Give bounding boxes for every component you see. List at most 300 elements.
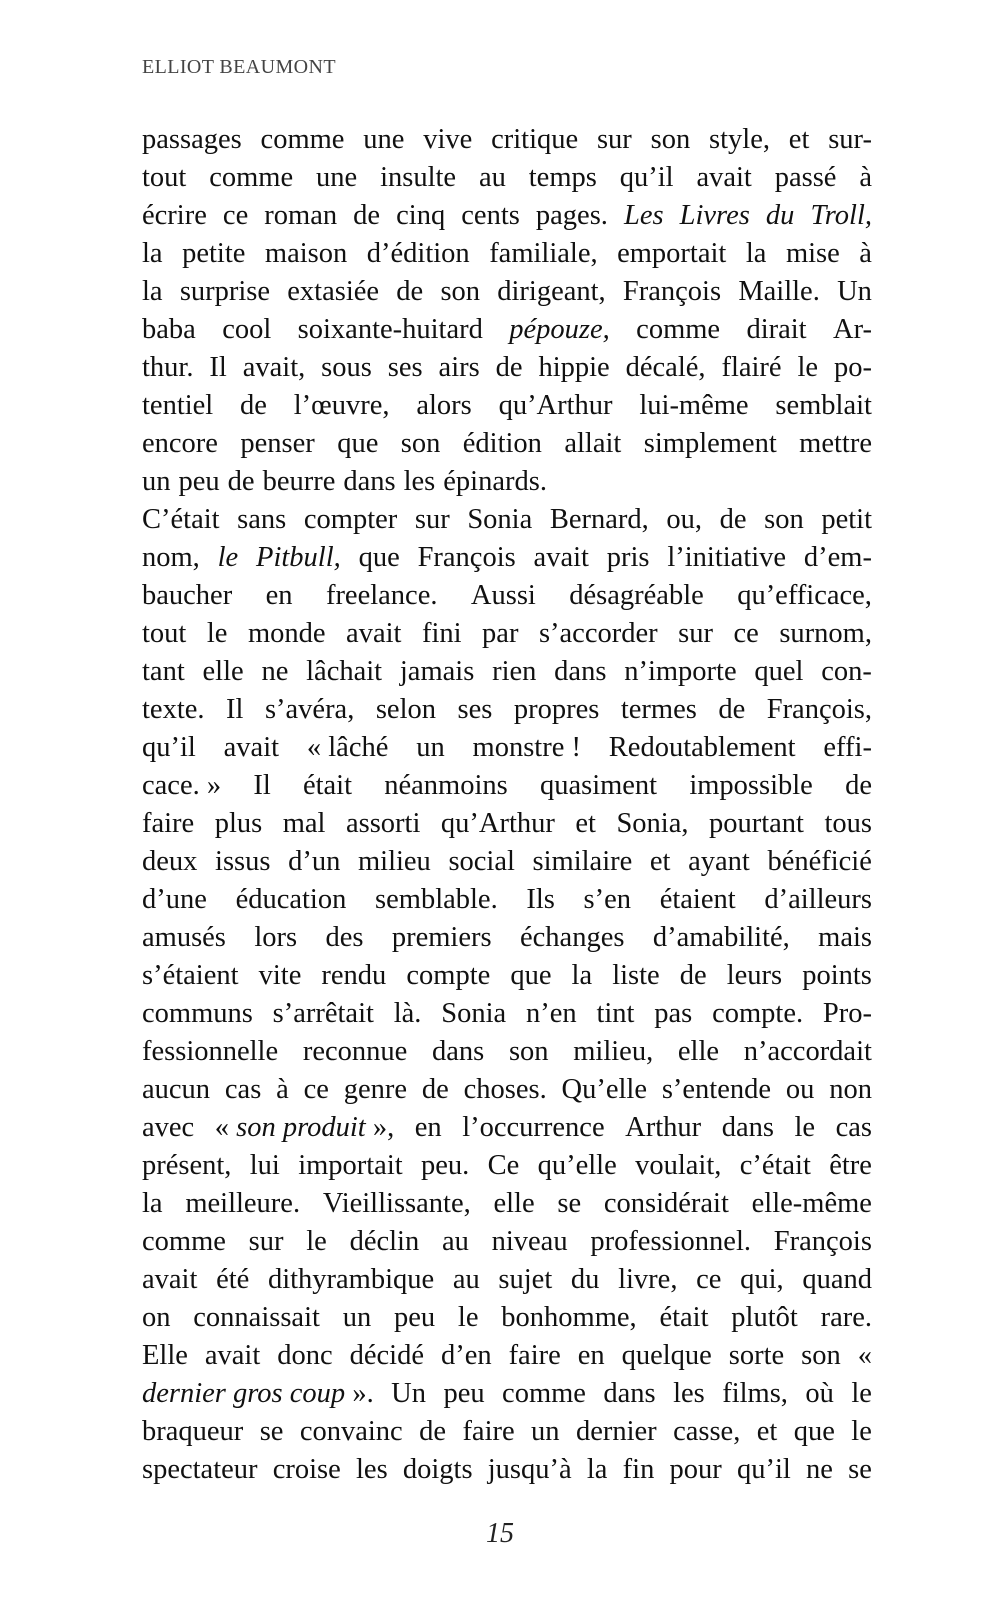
word: avait <box>346 618 402 649</box>
word: les <box>673 1378 705 1409</box>
word: C’était <box>142 504 220 535</box>
word: milieu <box>357 846 431 877</box>
word: roman <box>264 200 338 231</box>
word-group <box>818 919 872 957</box>
word: Sonia, <box>616 808 689 839</box>
word: s’entende <box>661 1074 772 1105</box>
word: ne <box>806 1454 833 1485</box>
word: monstre ! <box>472 732 581 763</box>
word: Ar- <box>833 314 872 345</box>
word-group <box>653 919 790 957</box>
word: connaissait <box>193 1302 320 1333</box>
word: étaient <box>659 884 736 915</box>
word: », <box>365 1112 395 1143</box>
word: que <box>510 960 552 991</box>
word: Il <box>226 694 244 725</box>
word: « lâché <box>306 732 389 763</box>
word-group <box>346 615 401 653</box>
word-group <box>488 1451 572 1489</box>
word-group <box>209 159 293 197</box>
word-group <box>767 843 871 881</box>
word-group <box>388 349 423 387</box>
word-group <box>180 273 270 311</box>
word: qu’elle <box>537 1150 617 1181</box>
word-group <box>223 197 248 235</box>
word-group <box>142 425 218 463</box>
word-group <box>573 1033 653 1071</box>
text-line <box>142 121 872 159</box>
word-group <box>404 463 436 501</box>
word-group <box>142 1147 231 1185</box>
word: passages <box>142 124 242 155</box>
word: de <box>845 770 872 801</box>
word-group <box>757 1413 778 1451</box>
word: rendu <box>321 960 387 991</box>
word: baucher <box>142 580 233 611</box>
word: leurs <box>726 960 783 991</box>
word: François <box>773 1226 872 1257</box>
word-group <box>288 843 340 881</box>
word-group <box>142 1033 278 1071</box>
word-group <box>575 805 596 843</box>
word-group <box>298 311 483 349</box>
word: le <box>306 1226 327 1257</box>
word: ce <box>696 1264 722 1295</box>
word-group <box>222 311 271 349</box>
word: lâchait <box>306 656 383 687</box>
word: emportait <box>617 238 727 269</box>
word: effi- <box>823 732 872 763</box>
word-group <box>774 1223 872 1261</box>
word-group <box>142 1337 188 1375</box>
word-group <box>261 121 345 159</box>
word: importait <box>298 1150 403 1181</box>
word: à <box>276 1074 289 1105</box>
word: un <box>342 1302 372 1333</box>
text-line <box>142 311 872 349</box>
word: le <box>457 1302 479 1333</box>
text-line <box>142 425 872 463</box>
word: Il <box>253 770 271 801</box>
word-group <box>215 843 270 881</box>
word-group <box>799 425 872 463</box>
word: une <box>316 162 358 193</box>
word: niveau <box>491 1226 568 1257</box>
word-group <box>391 1375 426 1413</box>
word: de <box>495 352 523 383</box>
word: ne <box>261 656 289 687</box>
text-line <box>142 1223 872 1261</box>
word: les <box>356 1454 388 1485</box>
word-group <box>621 691 697 729</box>
word-group <box>142 235 163 273</box>
italic-word: son produit <box>236 1112 366 1143</box>
word: sorte <box>728 1340 785 1371</box>
word-group <box>828 121 872 159</box>
word-group <box>550 501 649 539</box>
word-group <box>848 1451 872 1489</box>
word: Sonia <box>441 998 507 1029</box>
word: freelance. <box>325 580 438 611</box>
word-group <box>400 653 474 691</box>
word-group <box>367 235 470 273</box>
word-group <box>492 1223 568 1261</box>
word-group <box>680 957 707 995</box>
word-group <box>650 843 671 881</box>
italic-word: Les <box>623 200 664 231</box>
word-group <box>625 1109 701 1147</box>
word: lui-même <box>639 390 749 421</box>
word-group <box>823 995 872 1033</box>
word: croise <box>272 1454 341 1485</box>
word-group <box>667 539 786 577</box>
word-group <box>261 653 288 691</box>
word: on <box>142 1302 171 1333</box>
word-group <box>182 235 245 273</box>
word: son <box>801 1340 841 1371</box>
word-group <box>786 1071 815 1109</box>
word-group <box>265 691 354 729</box>
word: genre <box>343 1074 408 1105</box>
word-group <box>479 159 506 197</box>
word: Maille. <box>738 276 820 307</box>
word: et <box>575 808 596 839</box>
word: insulte <box>380 162 457 193</box>
word-group <box>461 197 520 235</box>
word: et <box>756 1416 778 1447</box>
word-group <box>529 159 597 197</box>
word-group <box>263 463 336 501</box>
word: avait, <box>242 352 306 383</box>
word: de <box>396 276 424 307</box>
word-group <box>802 1261 872 1299</box>
word: que <box>793 1416 835 1447</box>
word-group <box>833 311 872 349</box>
word-group <box>858 1337 872 1375</box>
word-group <box>403 1451 473 1489</box>
word-group <box>218 539 239 577</box>
word-group <box>142 463 171 501</box>
word: alors <box>416 390 472 421</box>
word-group <box>596 995 634 1033</box>
word-group <box>205 1337 260 1375</box>
word-group <box>337 425 378 463</box>
word: dirait <box>746 314 807 345</box>
word-group <box>326 577 438 615</box>
word-group <box>142 995 253 1033</box>
word-group <box>737 577 872 615</box>
word-group <box>423 121 472 159</box>
italic-word: Pitbull, <box>256 542 341 573</box>
word: dithyrambique <box>267 1264 435 1295</box>
word: peu <box>178 466 220 497</box>
word: Qu’elle <box>561 1074 647 1105</box>
word-group <box>266 577 293 615</box>
word: Il <box>209 352 227 383</box>
word: penser <box>240 428 315 459</box>
word: d’une <box>142 884 207 915</box>
word: amusés <box>142 922 226 953</box>
word: de <box>421 1074 449 1105</box>
word-group <box>829 1147 872 1185</box>
word: l’initiative <box>667 542 787 573</box>
word: avait <box>696 162 752 193</box>
text-line <box>142 1299 872 1337</box>
word-group <box>597 121 632 159</box>
word: vite <box>258 960 302 991</box>
word-group <box>734 615 759 653</box>
word-group <box>618 1261 677 1299</box>
word-group <box>488 1147 520 1185</box>
word-group <box>142 843 197 881</box>
word: cents <box>461 200 520 231</box>
word: et <box>649 846 671 877</box>
word-group <box>432 1033 484 1071</box>
text-line <box>142 653 872 691</box>
word-group <box>794 1109 815 1147</box>
word: professionnel. <box>590 1226 752 1257</box>
word: tous <box>824 808 872 839</box>
word: là. <box>393 998 422 1029</box>
word-group <box>709 805 804 843</box>
word-group <box>343 463 395 501</box>
word: plus <box>214 808 263 839</box>
word-group <box>740 1261 784 1299</box>
word-group <box>415 1109 442 1147</box>
word-group <box>396 197 445 235</box>
word-group <box>824 805 872 843</box>
text-line <box>142 387 872 425</box>
word: con- <box>821 656 872 687</box>
word-group <box>837 273 872 311</box>
word: sans <box>237 504 287 535</box>
word-group <box>499 387 613 425</box>
word: pourtant <box>709 808 804 839</box>
word-group <box>264 197 337 235</box>
word-group <box>287 273 379 311</box>
word-group <box>215 805 263 843</box>
word-group <box>142 615 186 653</box>
text-line <box>142 957 872 995</box>
word: Bernard, <box>549 504 649 535</box>
word: était <box>302 770 353 801</box>
word-group <box>540 767 657 805</box>
word-group <box>718 691 745 729</box>
word: au <box>478 162 506 193</box>
word: François <box>417 542 516 573</box>
text-line <box>142 1071 872 1109</box>
word-group <box>343 1299 372 1337</box>
word-group <box>416 387 471 425</box>
word-group <box>142 387 213 425</box>
word-group <box>607 539 650 577</box>
word-group <box>142 1185 163 1223</box>
word-group <box>142 767 221 805</box>
word-group <box>612 957 660 995</box>
word-group <box>493 1185 534 1223</box>
word-group <box>422 1071 449 1109</box>
word: d’en <box>440 1340 492 1371</box>
word-group <box>142 919 226 957</box>
word-group <box>193 1299 320 1337</box>
word-group <box>644 425 777 463</box>
word: avait <box>204 1340 261 1371</box>
word-group <box>688 843 750 881</box>
word: semblable. <box>375 884 498 915</box>
word-group <box>509 311 610 349</box>
word: meilleure. <box>185 1188 301 1219</box>
text-line <box>142 729 872 767</box>
word-group <box>243 349 306 387</box>
word-group <box>453 1261 480 1299</box>
word: quel <box>754 656 804 687</box>
word-group <box>623 1451 655 1489</box>
word-group <box>821 501 872 539</box>
text-line <box>142 919 872 957</box>
word: assorti <box>345 808 421 839</box>
word-group <box>510 957 551 995</box>
text-line <box>142 1413 872 1451</box>
word-group <box>666 501 702 539</box>
word: premiers <box>391 922 492 953</box>
word: de <box>718 694 746 725</box>
word: Pro- <box>822 998 872 1029</box>
word-group <box>203 653 244 691</box>
word: la <box>745 238 767 269</box>
word-group <box>722 1375 788 1413</box>
word-group <box>325 919 363 957</box>
word-group <box>794 1413 835 1451</box>
word: être <box>829 1150 872 1181</box>
word: ce <box>222 200 249 231</box>
text-line <box>142 615 872 653</box>
word-group <box>603 1375 655 1413</box>
word: ses <box>457 694 493 725</box>
word: surprise <box>179 276 271 307</box>
word: rare. <box>820 1302 872 1333</box>
word: mal <box>282 808 326 839</box>
word-group <box>228 463 255 501</box>
word-group <box>380 159 456 197</box>
word: comme <box>209 162 294 193</box>
word: au <box>452 1264 480 1295</box>
word: liste <box>612 960 660 991</box>
word-group <box>654 995 692 1033</box>
word: tint <box>596 998 635 1029</box>
word: le <box>851 1416 872 1447</box>
text-line <box>142 539 872 577</box>
word-group <box>363 121 404 159</box>
word: ou, <box>666 504 703 535</box>
word-group <box>569 577 704 615</box>
word: pas <box>654 998 693 1029</box>
word-group <box>620 159 674 197</box>
text-line <box>142 805 872 843</box>
word-group <box>142 273 163 311</box>
word-group <box>497 273 605 311</box>
word: d’ailleurs <box>764 884 872 915</box>
word: les <box>403 466 436 497</box>
word-group <box>441 805 555 843</box>
word: cace. » <box>142 770 222 801</box>
word-group <box>587 1451 608 1489</box>
word: d’édition <box>366 238 470 269</box>
word-group <box>562 1071 647 1109</box>
word-group <box>441 995 506 1033</box>
word-group <box>142 1223 226 1261</box>
word: s’arrêtait <box>272 998 374 1029</box>
word: désagréable <box>569 580 704 611</box>
word-group <box>775 387 872 425</box>
word-group <box>356 1451 388 1489</box>
word-group <box>207 615 228 653</box>
word: quand <box>802 1264 872 1295</box>
word-group <box>526 995 577 1033</box>
word: c’était <box>739 1150 811 1181</box>
word-group <box>737 1451 791 1489</box>
word: néanmoins <box>384 770 508 801</box>
word-group <box>810 197 872 235</box>
text-line <box>142 881 872 919</box>
word-group <box>375 881 498 919</box>
word: édition <box>462 428 542 459</box>
word: dernier <box>575 1416 657 1447</box>
word: elle <box>493 1188 535 1219</box>
word-group <box>216 1261 249 1299</box>
word-group <box>604 1185 729 1223</box>
word-group <box>859 159 872 197</box>
word: déclin <box>349 1226 420 1257</box>
page-number: 15 <box>486 1518 514 1549</box>
word-group <box>829 1071 872 1109</box>
word: d’amabilité, <box>652 922 790 953</box>
word-group <box>321 349 372 387</box>
word-group <box>624 653 736 691</box>
word-group <box>779 615 872 653</box>
word: de <box>719 504 747 535</box>
word-group <box>256 539 341 577</box>
word: convainc <box>299 1416 403 1447</box>
word: qu’il <box>619 162 674 193</box>
word: beurre <box>262 466 336 497</box>
word: le <box>797 352 819 383</box>
italic-word: le <box>217 542 239 573</box>
text-line <box>142 349 872 387</box>
word-group <box>294 387 390 425</box>
word: pour <box>669 1454 722 1485</box>
word: se <box>848 1454 872 1485</box>
word-group <box>489 235 597 273</box>
word: cool <box>222 314 272 345</box>
word: avait <box>223 732 280 763</box>
word-group <box>509 1033 549 1071</box>
word-group <box>806 1451 833 1489</box>
word-group <box>851 1375 872 1413</box>
word: ce <box>733 618 759 649</box>
word-group <box>142 957 239 995</box>
word-group <box>265 235 347 273</box>
word: n’importe <box>624 656 737 687</box>
word: été <box>216 1264 250 1295</box>
word-group <box>142 539 200 577</box>
word: pris <box>606 542 650 573</box>
word: et <box>788 124 810 155</box>
word-group <box>260 1413 284 1451</box>
word-group <box>419 1413 446 1451</box>
text-line <box>142 501 872 539</box>
word-group <box>358 843 431 881</box>
word-group <box>764 501 804 539</box>
